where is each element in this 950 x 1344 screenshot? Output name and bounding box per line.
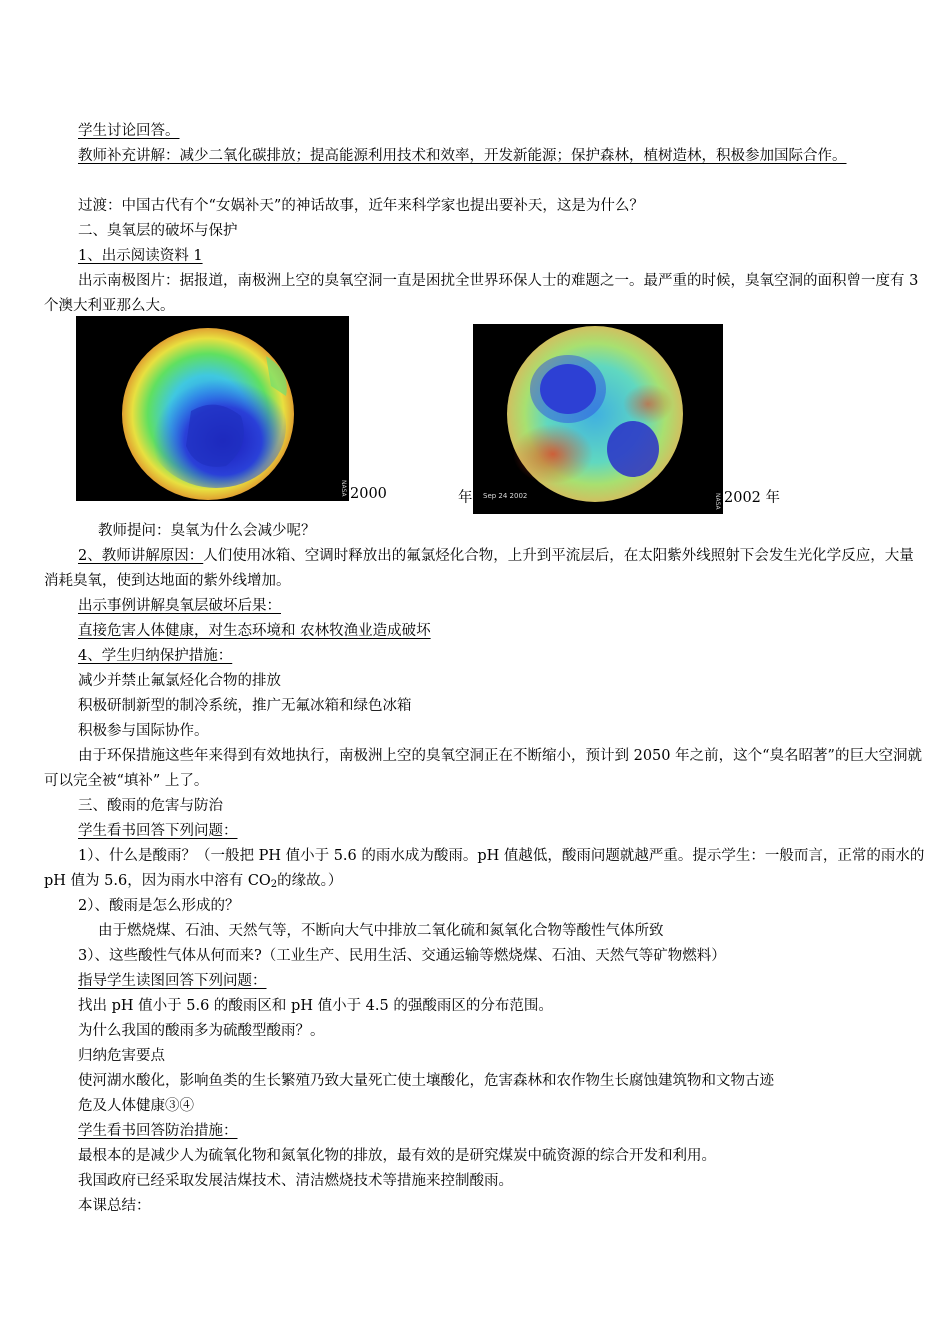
para-map-questions: 指导学生读图回答下列问题：: [78, 973, 267, 989]
para-explain-cause: [44, 544, 926, 594]
para-protection-1: 减少并禁止氟氯烃化合物的排放: [78, 673, 281, 689]
para-harm-2: 危及人体健康③④: [78, 1098, 194, 1114]
para-protection-3: 积极参与国际协作。: [78, 723, 209, 739]
nasa-logo: NASA: [714, 493, 721, 510]
para-teacher-question: 教师提问：臭氧为什么会减少呢？: [98, 523, 316, 539]
explain-cause-text: 人们使用冰箱、空调时释放出的氟氯烃化合物，上升到平流层后，在太阳紫外线照射下会发生光化学反应，大量消耗臭氧，使到达地面的紫外线增加。: [44, 548, 914, 589]
question-1-tail: 的缘故。）: [277, 872, 343, 889]
para-prevention-1: 最根本的是减少人为硫氧化物和氮氧化物的排放，最有效的是研究煤炭中硫资源的综合开发和利用。: [78, 1148, 716, 1164]
para-answer-2: 由于燃烧煤、石油、天然气等，不断向大气中排放二氧化硫和氮氧化合物等酸性气体所致: [98, 923, 664, 939]
para-harm-1: 使河湖水酸化，影响鱼类的生长繁殖乃致大量死亡使土壤酸化，危害森林和农作物生长腐蚀建筑物和文物古迹: [78, 1073, 774, 1089]
para-harm-title: 归纳危害要点: [78, 1048, 165, 1064]
para-question-1: [44, 844, 926, 894]
para-antarctic-report: 出示南极图片：据报道，南极洲上空的臭氧空洞一直是困扰全世界环保人士的难题之一。最严重的时候，臭氧空洞的面积曾一度有 3 个澳大利亚那么大。: [44, 273, 919, 314]
para-consequences-title: 出示事例讲解臭氧层破坏后果：: [78, 598, 281, 614]
ozone-image-2000: [76, 316, 349, 501]
heading-ozone-section: 二、臭氧层的破坏与保护: [78, 223, 238, 239]
para-summary: 本课总结：: [78, 1198, 151, 1214]
explain-cause-label: 2、教师讲解原因：: [78, 548, 204, 564]
para-transition: 过渡：中国古代有个“女娲补天”的神话故事，近年来科学家也提出要补天，这是为什么？: [78, 198, 644, 214]
para-prevention-2: 我国政府已经采取发展洁煤技术、清洁燃烧技术等措施来控制酸雨。: [78, 1173, 513, 1189]
caption-year-label: 年: [458, 490, 473, 506]
para-read-questions: 学生看书回答下列问题：: [78, 823, 238, 839]
caption-2000: 2000: [350, 486, 387, 502]
para-question-3: 3）、这些酸性气体从何而来?（工业生产、民用生活、交通运输等燃烧煤、石油、天然气等矿物燃料）: [78, 948, 726, 964]
para-prevention-title: 学生看书回答防治措施：: [78, 1123, 238, 1139]
para-hole-shrinking: 由于环保措施这些年来得到有效地执行，南极洲上空的臭氧空洞正在不断缩小，预计到 2050 年之前，这个“臭名昭著”的巨大空洞就可以完全被“填补” 上了。: [44, 748, 922, 789]
para-protection-title: 4、学生归纳保护措施：: [78, 648, 233, 664]
caption-2002: 2002 年: [724, 490, 781, 506]
para-map-q2: 为什么我国的酸雨多为硫酸型酸雨？。: [78, 1023, 325, 1039]
para-teacher-supplement: 教师补充讲解：减少二氧化碳排放；提高能源利用技术和效率，开发新能源；保护森林，植树造林，积极参加国际合作。: [78, 148, 847, 164]
heading-acid-rain-section: 三、酸雨的危害与防治: [78, 798, 223, 814]
question-1-text: 1）、什么是酸雨？（一般把 PH 值小于 5.6 的雨水成为酸雨。pH 值越低，酸雨问题就越严重。提示学生：一般而言，正常的雨水的 pH 值为 5.6，因为雨水中溶有 CO: [44, 848, 925, 889]
para-consequences: 直接危害人体健康，对生态环境和 农林牧渔业造成破坏: [78, 623, 431, 639]
para-reading-material: 1、出示阅读资料 1: [78, 248, 203, 264]
ozone-image-2002: [473, 324, 723, 514]
date-stamp: Sep 24 2002: [483, 492, 528, 500]
para-question-2: 2）、酸雨是怎么形成的？: [78, 898, 240, 914]
nasa-logo: NASA: [340, 480, 347, 497]
para-protection-2: 积极研制新型的制冷系统，推广无氟冰箱和绿色冰箱: [78, 698, 412, 714]
para-student-discussion: 学生讨论回答。: [78, 123, 180, 139]
co2-subscript: 2: [270, 878, 278, 890]
para-map-q1: 找出 pH 值小于 5.6 的酸雨区和 pH 值小于 4.5 的强酸雨区的分布范围。: [78, 998, 553, 1014]
